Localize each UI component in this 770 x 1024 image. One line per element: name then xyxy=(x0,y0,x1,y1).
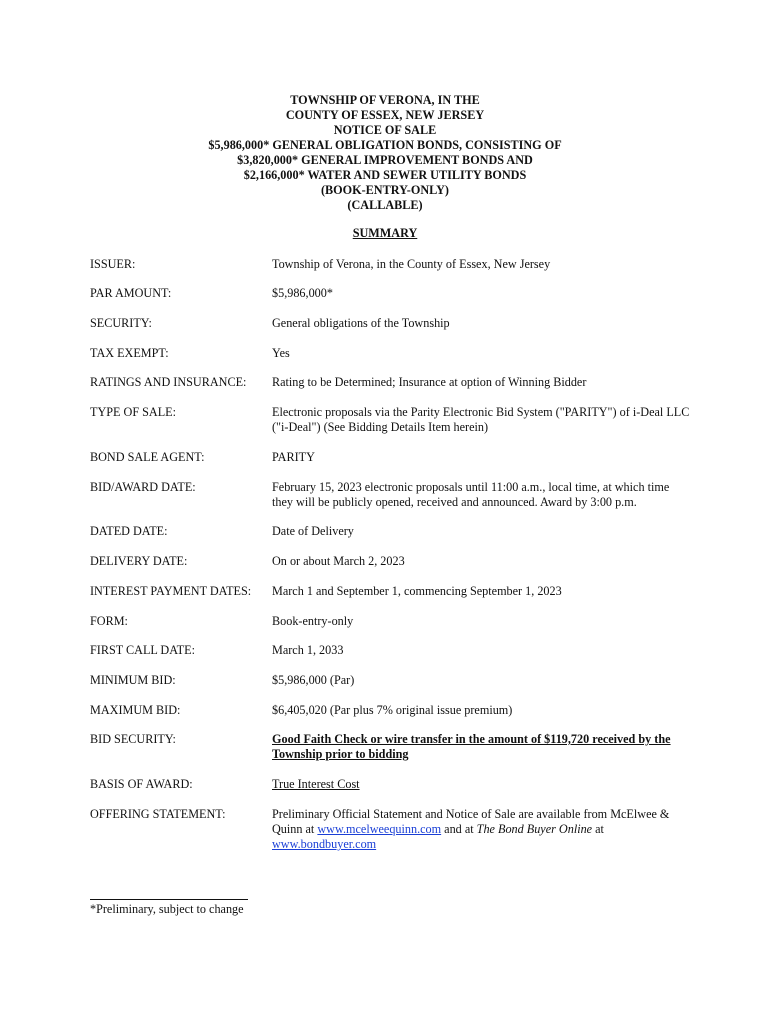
bondbuyer-link[interactable]: www.bondbuyer.com xyxy=(272,837,377,851)
row-value xyxy=(272,807,690,852)
footnote: *Preliminary, subject to change xyxy=(90,902,244,916)
row-value: March 1, 2033 xyxy=(272,643,344,657)
row-value: Yes xyxy=(272,346,290,360)
row-value: $5,986,000 (Par) xyxy=(272,673,355,687)
offering-text: Preliminary Official Statement and Notice of Sale are available from McElwee & Quinn at xyxy=(272,807,670,836)
row-value: $5,986,000* xyxy=(272,286,333,300)
row-label: TYPE OF SALE: xyxy=(90,405,176,419)
row-label: MINIMUM BID: xyxy=(90,673,176,687)
row-label: BASIS OF AWARD: xyxy=(90,777,193,791)
row-label: INTEREST PAYMENT DATES: xyxy=(90,584,252,598)
offering-text: and at xyxy=(441,822,477,836)
row-label: DATED DATE: xyxy=(90,524,168,538)
row-label: DELIVERY DATE: xyxy=(90,554,188,568)
row-label: BOND SALE AGENT: xyxy=(90,450,205,464)
notice-header xyxy=(0,93,770,213)
row-label: RATINGS AND INSURANCE: xyxy=(90,375,247,389)
row-value: True Interest Cost xyxy=(272,777,360,791)
header-line: TOWNSHIP OF VERONA, IN THE xyxy=(290,93,480,107)
header-line: COUNTY OF ESSEX, NEW JERSEY xyxy=(285,108,485,122)
row-value: Electronic proposals via the Parity Electronic Bid System ("PARITY") of i-Deal LLC ("i-Deal") (See Bidding Details Item herein) xyxy=(272,405,690,434)
row-value: March 1 and September 1, commencing September 1, 2023 xyxy=(272,584,562,598)
row-value: Good Faith Check or wire transfer in the amount of $119,720 received by the Township prior to bidding xyxy=(272,732,671,761)
row-value: Rating to be Determined; Insurance at option of Winning Bidder xyxy=(272,375,587,389)
row-value: Date of Delivery xyxy=(272,524,354,538)
row-value: Township of Verona, in the County of Essex, New Jersey xyxy=(272,257,551,271)
row-label: TAX EXEMPT: xyxy=(90,346,169,360)
row-label: OFFERING STATEMENT: xyxy=(90,807,226,821)
row-value: General obligations of the Township xyxy=(272,316,450,330)
row-label: PAR AMOUNT: xyxy=(90,286,172,300)
header-line: NOTICE OF SALE xyxy=(333,123,437,137)
row-value: $6,405,020 (Par plus 7% original issue premium) xyxy=(272,703,513,717)
row-label: MAXIMUM BID: xyxy=(90,703,181,717)
header-line: $2,166,000* WATER AND SEWER UTILITY BONDS xyxy=(243,168,527,182)
mcelweequinn-link[interactable]: www.mcelweequinn.com xyxy=(317,822,442,836)
summary-heading: SUMMARY xyxy=(352,226,418,240)
bond-buyer-title: The Bond Buyer Online xyxy=(476,822,593,836)
row-value: Book-entry-only xyxy=(272,614,354,628)
header-line: $5,986,000* GENERAL OBLIGATION BONDS, CONSISTING OF xyxy=(208,138,562,152)
header-line: (BOOK-ENTRY-ONLY) xyxy=(320,183,449,197)
row-value: PARITY xyxy=(272,450,315,464)
row-value: February 15, 2023 electronic proposals until 11:00 a.m., local time, at which time they will be publicly opened, received and announced. Award by 3:00 p.m. xyxy=(272,480,670,509)
row-label: ISSUER: xyxy=(90,257,136,271)
row-label: FORM: xyxy=(90,614,128,628)
row-label: BID/AWARD DATE: xyxy=(90,480,196,494)
header-line: $3,820,000* GENERAL IMPROVEMENT BONDS AND xyxy=(237,153,533,167)
row-label: BID SECURITY: xyxy=(90,732,176,746)
row-label: SECURITY: xyxy=(90,316,152,330)
row-label: FIRST CALL DATE: xyxy=(90,643,195,657)
header-line: (CALLABLE) xyxy=(347,198,423,212)
row-value: On or about March 2, 2023 xyxy=(272,554,405,568)
footnote-divider xyxy=(90,899,248,900)
offering-text: at xyxy=(592,822,604,836)
